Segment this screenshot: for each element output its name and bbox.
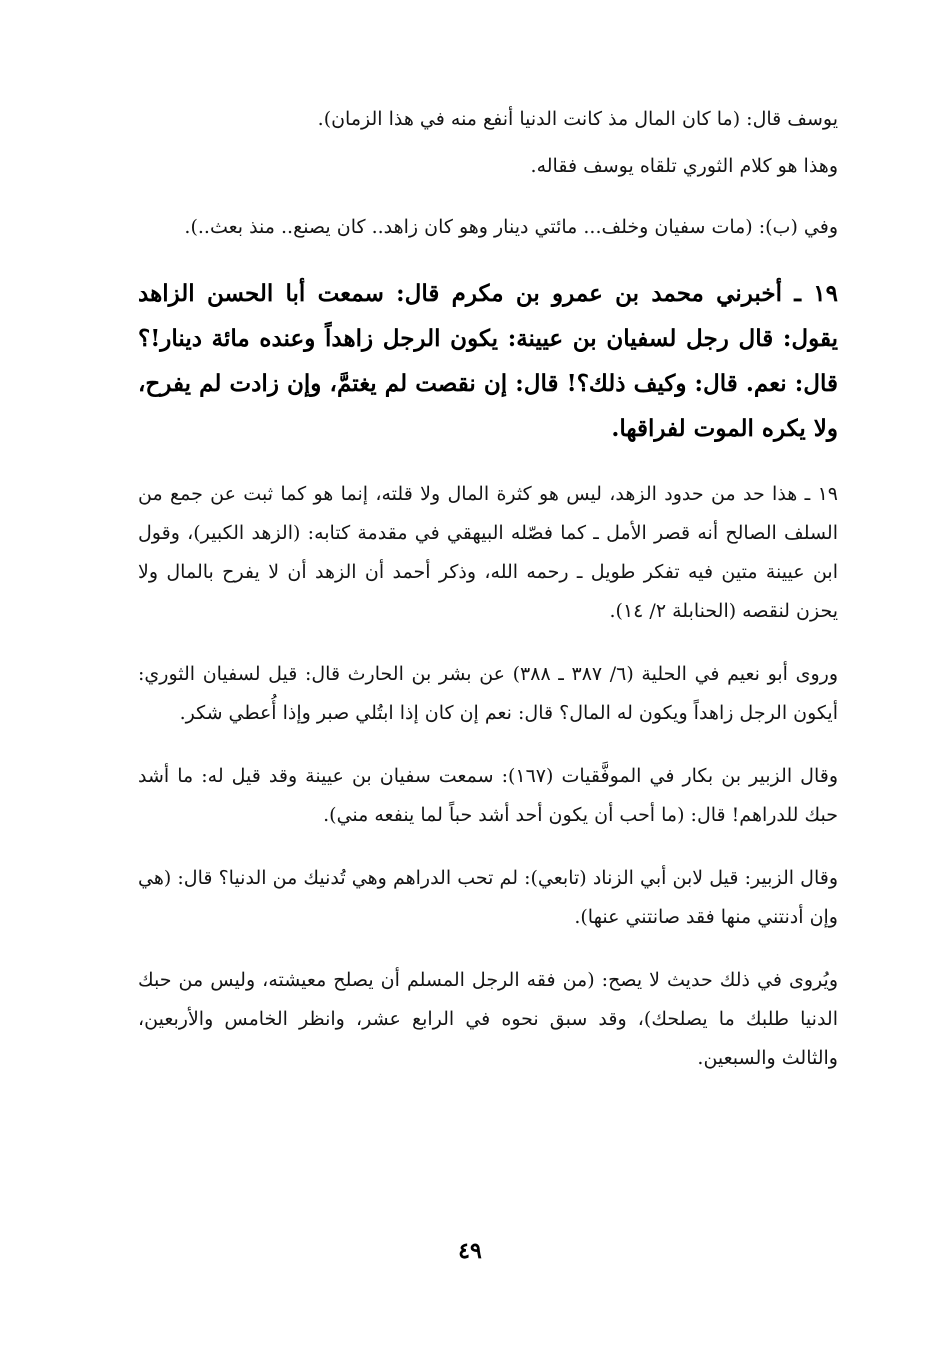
paragraph-abu-nuaim: وروى أبو نعيم في الحلية (٦/ ٣٨٧ ـ ٣٨٨) عن بشر بن الحارث قال: قيل لسفيان الثوري: أيكون الرجل زاهداً ويكون له المال؟ قال: نعم إن كان إذا ابتُلي صبر وإذا أُعطي شكر. (138, 663, 838, 724)
page-body (138, 100, 838, 1078)
narration-19: ١٩ ـ أخبرني محمد بن عمرو بن مكرم قال: سمعت أبا الحسن الزاهد يقول: قال رجل لسفيان بن عيينة: يكون الرجل زاهداً وعنده مائة دينار!؟ قال: نعم. قال: وكيف ذلك؟! قال: إن نقصت لم يغتمَّ، وإن زادت لم يفرح، ولا يكره الموت لفراقها. (138, 280, 838, 442)
paragraph-weak-hadith: ويُروى في ذلك حديث لا يصح: (من فقه الرجل المسلم أن يصلح معيشته، وليس من حبك الدنيا طلبك ما يصلحك)، وقد سبق نحوه في الرابع عشر، وانظر الخامس والأربعين، والثالث والسبعين. (138, 969, 838, 1069)
paragraph-commentary: وهذا هو كلام الثوري تلقاه يوسف فقاله. (530, 155, 838, 177)
paragraph-variant-note: وفي (ب): (مات سفيان وخلف... مائتي دينار وهو كان زاهد.. كان يصنع.. منذ بعث..). (184, 216, 838, 238)
footnote-19: ١٩ ـ هذا حد من حدود الزهد، ليس هو كثرة المال ولا قلته، إنما هو كما ثبت عن جمع من السلف الصالح أنه قصر الأمل ـ كما فصّله البيهقي في مقدمة كتابه: (الزهد الكبير)، وقول ابن عيينة متين فيه تفكر طويل ـ رحمه الله، وذكر أحمد أن الزهد أن لا يفرح بالمال ولا يحزن لنقصه (الحنابلة ٢/ ١٤). (138, 483, 838, 622)
paragraph-continuation: يوسف قال: (ما كان المال مذ كانت الدنيا أنفع منه في هذا الزمان). (317, 108, 838, 130)
paragraph-ibn-abi-zinad: وقال الزبير: قيل لابن أبي الزناد (تابعي): لم تحب الدراهم وهي تُدنيك من الدنيا؟ قال: (هي وإن أدنتني منها فقد صانتني عنها). (138, 867, 838, 928)
page-number: ٤٩ (458, 1238, 482, 1264)
paragraph-zubair-ibn-bakkar: وقال الزبير بن بكار في الموفَّقيات (١٦٧): سمعت سفيان بن عيينة وقد قيل له: ما أشد حبك للدراهم! قال: (ما أحب أن يكون أحد أشد حباً لما ينفعه مني). (138, 765, 838, 826)
